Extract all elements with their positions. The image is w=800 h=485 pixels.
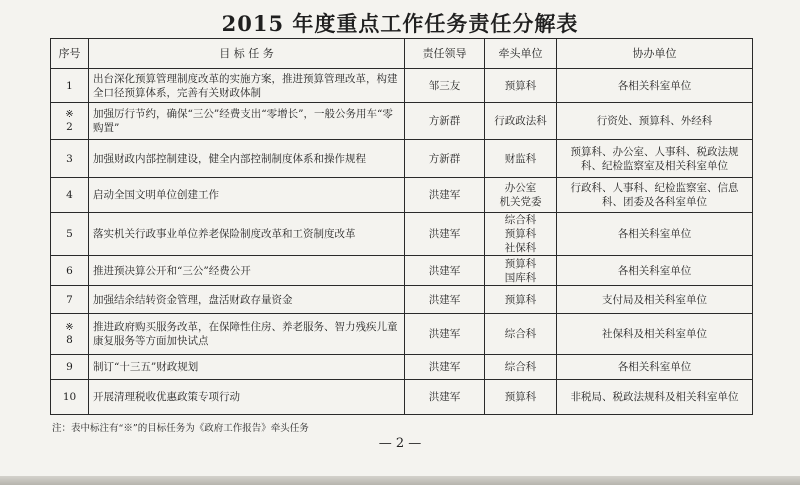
- cell-task: 加强财政内部控制建设，健全内部控制制度体系和操作规程: [89, 140, 405, 178]
- page-number: — 2 —: [378, 436, 422, 451]
- cell-assist-unit: 行资处、预算科、外经科: [557, 103, 753, 140]
- table-header-row: [51, 39, 753, 69]
- table-row: [51, 256, 753, 286]
- cell-task: 推进政府购买服务改革，在保障性住房、养老服务、智力残疾儿童康复服务等方面加快试点: [89, 314, 405, 355]
- header-assist-unit: 协办单位: [557, 39, 753, 69]
- table-row: [51, 380, 753, 415]
- table-row: [51, 213, 753, 256]
- seq-number: 4: [66, 189, 73, 201]
- cell-assist-unit: 预算科、办公室、人事科、税政法规科、纪检监察室及相关科室单位: [557, 140, 753, 178]
- cell-seq: [51, 355, 89, 380]
- cell-lead-unit: 预算科: [485, 380, 557, 415]
- cell-lead-unit: 预算科: [485, 69, 557, 103]
- report-task-mark: ※: [65, 321, 74, 333]
- table-row: [51, 103, 753, 140]
- cell-assist-unit: 社保科及相关科室单位: [557, 314, 753, 355]
- cell-leader: 邹三友: [405, 69, 485, 103]
- seq-number: 8: [66, 333, 73, 346]
- cell-lead-unit: 财监科: [485, 140, 557, 178]
- cell-assist-unit: 各相关科室单位: [557, 69, 753, 103]
- table-row: [51, 178, 753, 213]
- task-table: [50, 38, 753, 415]
- cell-seq: [51, 380, 89, 415]
- cell-lead-unit: 行政政法科: [485, 103, 557, 140]
- cell-task: 开展清理税收优惠政策专项行动: [89, 380, 405, 415]
- cell-seq: [51, 213, 89, 256]
- cell-lead-unit: 综合科 预算科 社保科: [485, 213, 557, 256]
- cell-task: 出台深化预算管理制度改革的实施方案，推进预算管理改革，构建全口径预算体系，完善有关财政体制: [89, 69, 405, 103]
- seq-number: 7: [66, 293, 73, 306]
- table-row: [51, 314, 753, 355]
- cell-task: 加强厉行节约，确保“三公”经费支出“零增长”，一般公务用车“零购置”: [89, 103, 405, 140]
- table-row: [51, 286, 753, 314]
- cell-leader: 洪建军: [405, 355, 485, 380]
- cell-seq: [51, 256, 89, 286]
- seq-number: 9: [66, 361, 73, 373]
- cell-assist-unit: 行政科、人事科、纪检监察室、信息科、团委及各科室单位: [557, 178, 753, 213]
- cell-leader: 洪建军: [405, 213, 485, 256]
- seq-number: 1: [66, 79, 73, 92]
- header-seq: 序号: [51, 39, 89, 69]
- header-task: 目 标 任 务: [89, 39, 405, 69]
- cell-seq: [51, 140, 89, 178]
- scan-edge: [0, 476, 800, 485]
- seq-number: 5: [66, 228, 73, 240]
- cell-lead-unit: 综合科: [485, 355, 557, 380]
- cell-assist-unit: 支付局及相关科室单位: [557, 286, 753, 314]
- cell-seq: [51, 286, 89, 314]
- cell-task: 落实机关行政事业单位养老保险制度改革和工资制度改革: [89, 213, 405, 256]
- table-row: [51, 140, 753, 178]
- cell-assist-unit: 各相关科室单位: [557, 213, 753, 256]
- cell-task: 启动全国文明单位创建工作: [89, 178, 405, 213]
- seq-number: 2: [66, 120, 73, 133]
- cell-lead-unit: 预算科 国库科: [485, 256, 557, 286]
- cell-lead-unit: 办公室 机关党委: [485, 178, 557, 213]
- cell-leader: 洪建军: [405, 286, 485, 314]
- cell-leader: 洪建军: [405, 178, 485, 213]
- cell-task: 推进预决算公开和“三公”经费公开: [89, 256, 405, 286]
- cell-leader: 洪建军: [405, 314, 485, 355]
- cell-seq: [51, 314, 89, 355]
- table-row: [51, 69, 753, 103]
- header-lead-unit: 牵头单位: [485, 39, 557, 69]
- cell-leader: 方新群: [405, 140, 485, 178]
- cell-leader: 方新群: [405, 103, 485, 140]
- header-leader: 责任领导: [405, 39, 485, 69]
- cell-lead-unit: 综合科: [485, 314, 557, 355]
- cell-task: 加强结余结转资金管理，盘活财政存量资金: [89, 286, 405, 314]
- cell-assist-unit: 各相关科室单位: [557, 256, 753, 286]
- report-task-mark: ※: [65, 108, 74, 120]
- cell-leader: 洪建军: [405, 256, 485, 286]
- seq-number: 10: [62, 391, 77, 403]
- cell-assist-unit: 非税局、税政法规科及相关科室单位: [557, 380, 753, 415]
- cell-lead-unit: 预算科: [485, 286, 557, 314]
- cell-seq: [51, 178, 89, 213]
- cell-assist-unit: 各相关科室单位: [557, 355, 753, 380]
- page-title: 2015 年度重点工作任务责任分解表: [221, 11, 579, 36]
- footnote: 注：表中标注有“※”的目标任务为《政府工作报告》牵头任务: [52, 423, 309, 434]
- table-row: [51, 355, 753, 380]
- cell-leader: 洪建军: [405, 380, 485, 415]
- seq-number: 3: [66, 152, 73, 165]
- seq-number: 6: [66, 264, 73, 277]
- cell-seq: [51, 103, 89, 140]
- cell-task: 制订“十三五”财政规划: [89, 355, 405, 380]
- cell-seq: [51, 69, 89, 103]
